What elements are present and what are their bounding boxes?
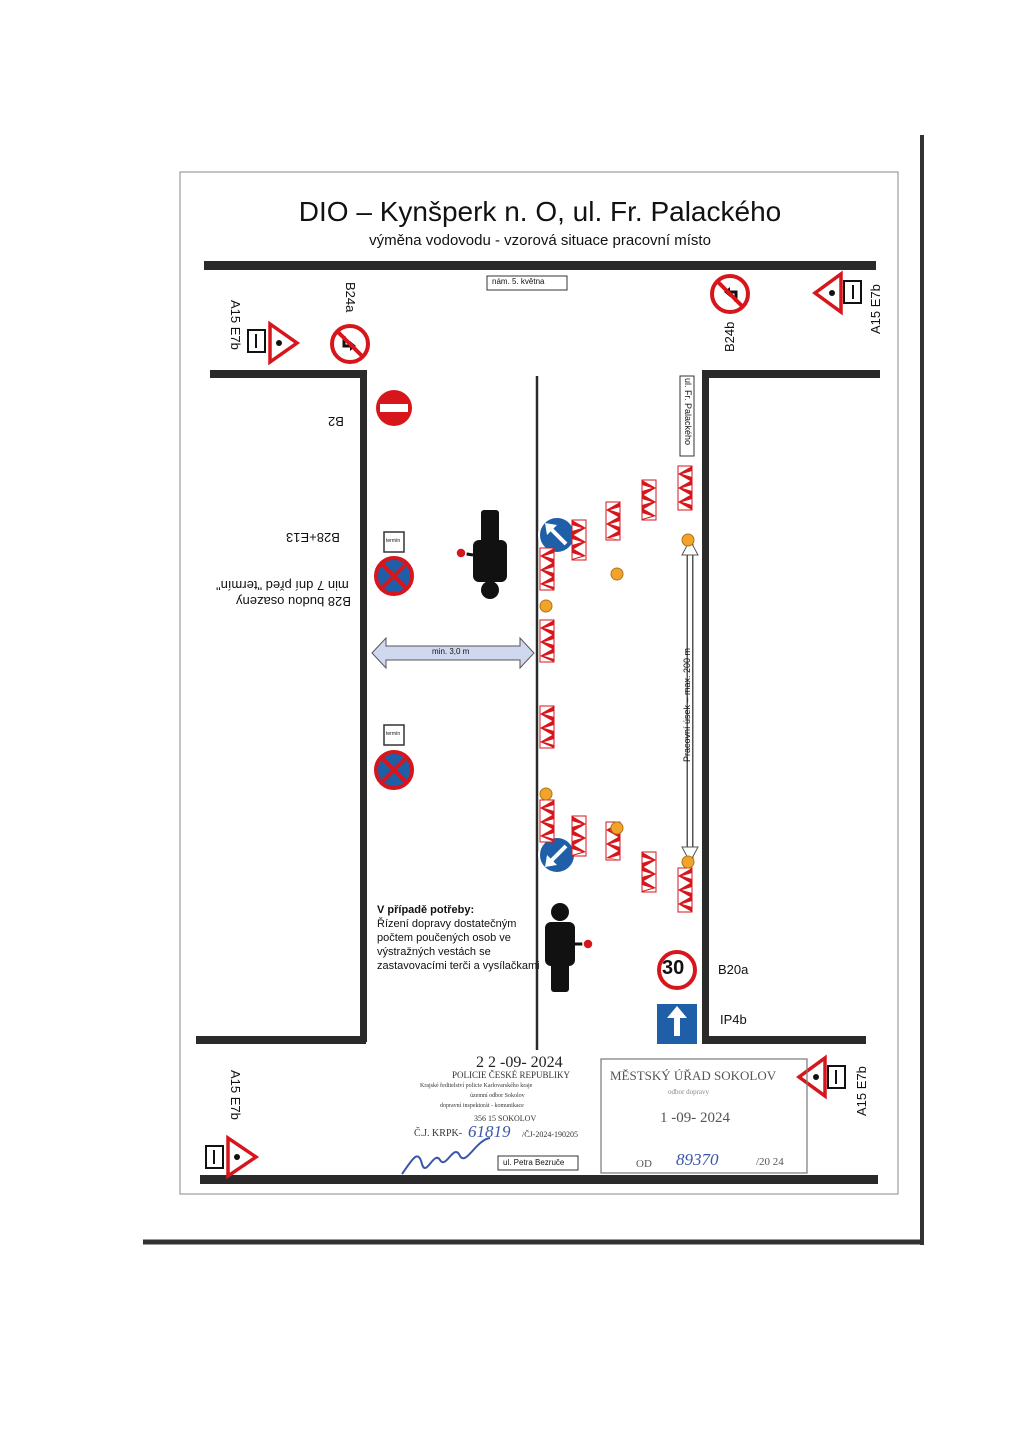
label-b28-note-line1: B28 budou osazeny <box>236 594 351 609</box>
label-b24a: B24a <box>343 282 358 313</box>
warning-light <box>682 534 694 546</box>
diagram-title: DIO – Kynšperk n. O, ul. Fr. Palackého <box>298 196 782 227</box>
work-length-label: Pracovní úsek – max. 200 m <box>682 647 692 762</box>
warning-light <box>611 822 623 834</box>
barrier-board <box>540 620 554 662</box>
road-edge-bottom <box>200 1175 878 1184</box>
street-top-label: nám. 5. května <box>492 277 545 286</box>
curb-right-top <box>702 370 880 378</box>
a15-e7b-top-right <box>815 274 861 312</box>
label-b28-note-line2: min 7 dní před "termín" <box>216 578 349 593</box>
barrier-board <box>678 868 692 912</box>
e13-plaque-text-2: termín <box>386 731 401 737</box>
b28-sign-2 <box>376 752 412 788</box>
barrier-board <box>540 800 554 842</box>
diagram-subtitle: výměna vodovodu - vzorová situace pracovní místo <box>369 232 711 249</box>
curb-left <box>360 370 367 1042</box>
label-a15-e7b-bottom-right: A15 E7b <box>854 1066 869 1116</box>
note-heading: V případě potřeby: <box>377 904 475 916</box>
curb-right-bottom <box>702 1036 866 1044</box>
b24a-sign <box>332 326 368 362</box>
warning-light <box>611 568 623 580</box>
label-ip4b: IP4b <box>720 1012 747 1027</box>
city-stamp-od-num: 89370 <box>676 1150 719 1169</box>
city-stamp-name: MĚSTSKÝ ÚŘAD SOKOLOV <box>610 1068 777 1083</box>
curb-left-top <box>210 370 366 378</box>
police-signature <box>398 1130 498 1180</box>
label-b2: B2 <box>328 414 344 429</box>
police-stamp-line2: Krajské ředitelství policie Karlovarského kraje <box>420 1083 533 1089</box>
police-stamp-ref-num: 61819 <box>468 1122 511 1141</box>
city-stamp-date: 1 -09- 2024 <box>660 1110 730 1126</box>
police-stamp-ref-tail: /ČJ-2024-190205 <box>522 1130 578 1139</box>
ip4b-one-way-sign <box>657 1004 697 1044</box>
warning-light <box>682 856 694 868</box>
warning-light <box>540 600 552 612</box>
barrier-board <box>540 706 554 748</box>
barrier-board <box>606 502 620 540</box>
city-stamp-od-label: OD <box>636 1158 652 1170</box>
police-stamp-line3: územní odbor Sokolov <box>470 1093 525 1099</box>
label-a15-e7b-top-left: A15 E7b <box>228 300 243 350</box>
police-stamp-date: 2 2 -09- 2024 <box>476 1054 563 1071</box>
label-b20a: B20a <box>718 962 749 977</box>
barrier-board <box>642 480 656 520</box>
warning-light <box>540 788 552 800</box>
label-a15-e7b-bottom-left: A15 E7b <box>228 1070 243 1120</box>
street-right-label: ul. Fr. Palackého <box>683 378 693 446</box>
street-bottom-label: ul. Petra Bezruče <box>503 1158 565 1167</box>
barrier-board <box>572 816 586 856</box>
police-stamp-line4: dopravní inspektorát - komunikace <box>440 1103 524 1109</box>
barrier-board <box>642 852 656 892</box>
b24b-sign <box>712 276 748 312</box>
barrier-board <box>678 466 692 510</box>
b2-sign <box>376 390 412 426</box>
label-b24b: B24b <box>722 321 737 352</box>
curb-left-bottom <box>196 1036 366 1044</box>
speed-limit-value: 30 <box>662 957 685 979</box>
city-stamp-dept: odbor dopravy <box>668 1088 710 1096</box>
a15-e7b-top-left <box>248 324 297 362</box>
police-stamp-line1: POLICIE ČESKÉ REPUBLIKY <box>452 1070 571 1080</box>
note-body: Řízení dopravy dostatečným počtem poučených osob ve výstražných vestách se zastavovacími terči a vysílačkami <box>377 918 540 972</box>
flagman-bottom <box>545 903 593 992</box>
police-stamp-ref: Č.J. KRPK- <box>414 1128 463 1139</box>
label-b28-e13: B28+E13 <box>286 530 340 545</box>
police-stamp-line5: 356 15 SOKOLOV <box>474 1114 537 1123</box>
e13-plaque-text-1: termín <box>386 538 401 544</box>
road-edge-top <box>204 261 876 270</box>
traffic-control-note <box>377 903 542 973</box>
a15-e7b-bottom-left <box>206 1138 256 1176</box>
warning-lights <box>540 534 694 868</box>
min-width-label: min. 3,0 m <box>432 647 470 656</box>
city-stamp-year: /20 24 <box>756 1156 784 1168</box>
curb-right <box>702 370 709 1042</box>
barrier-board <box>540 548 554 590</box>
barrier-board <box>572 520 586 560</box>
b28-sign-1 <box>376 558 412 594</box>
label-a15-e7b-top-right: A15 E7b <box>868 284 883 334</box>
flagman-top <box>456 510 507 599</box>
